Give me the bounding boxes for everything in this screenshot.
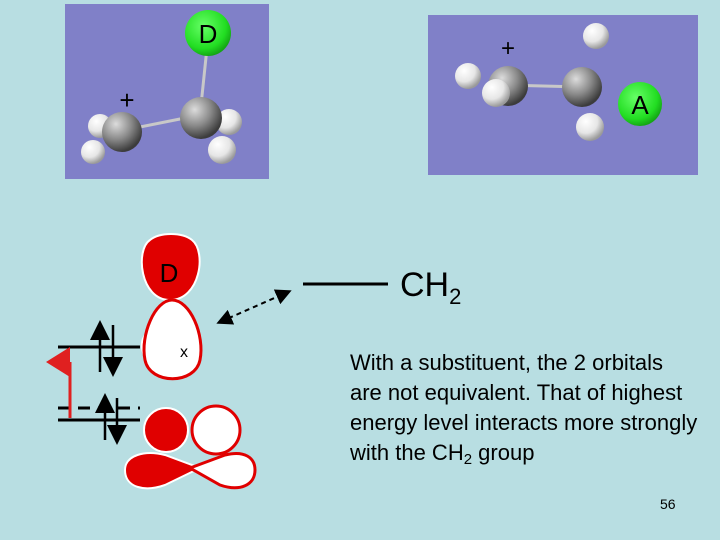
description-main: With a substituent, the 2 orbitals are not equivalent. That of highest energy level interacts more strongly with the CH [350, 350, 698, 465]
donor-label: D [198, 19, 218, 49]
description-subscript: 2 [463, 451, 473, 468]
description-end: group [472, 440, 535, 465]
hydrogen-atom [455, 63, 481, 89]
carbon-atom [562, 67, 602, 107]
hydrogen-atom [576, 113, 604, 141]
hydrogen-atom [482, 79, 510, 107]
lower-lobe-red [125, 453, 200, 488]
charge-plus-label: + [119, 85, 135, 115]
molecule-right [455, 23, 662, 141]
lower-orbital-red [144, 408, 188, 452]
ch2-label [400, 266, 461, 310]
hydrogen-atom [583, 23, 609, 49]
description-text [350, 348, 700, 475]
slide-number: 56 [660, 496, 676, 512]
lower-lobe-white [190, 453, 255, 487]
ch2-main: CH [400, 266, 450, 304]
ch2-subscript: 2 [449, 284, 462, 309]
interaction-arrow [220, 292, 288, 322]
acceptor-label: A [631, 90, 649, 120]
hydrogen-atom [81, 140, 105, 164]
charge-plus-label: + [500, 35, 516, 62]
carbon-atom [180, 97, 222, 139]
lower-orbital-white [192, 406, 240, 454]
x-label: x [180, 344, 188, 361]
central-orbital-lobe [144, 300, 201, 379]
orbital-diagram [58, 234, 388, 488]
donor-label: D [159, 258, 179, 288]
molecule-left [81, 10, 242, 164]
carbon-atom [102, 112, 142, 152]
hydrogen-atom [208, 136, 236, 164]
